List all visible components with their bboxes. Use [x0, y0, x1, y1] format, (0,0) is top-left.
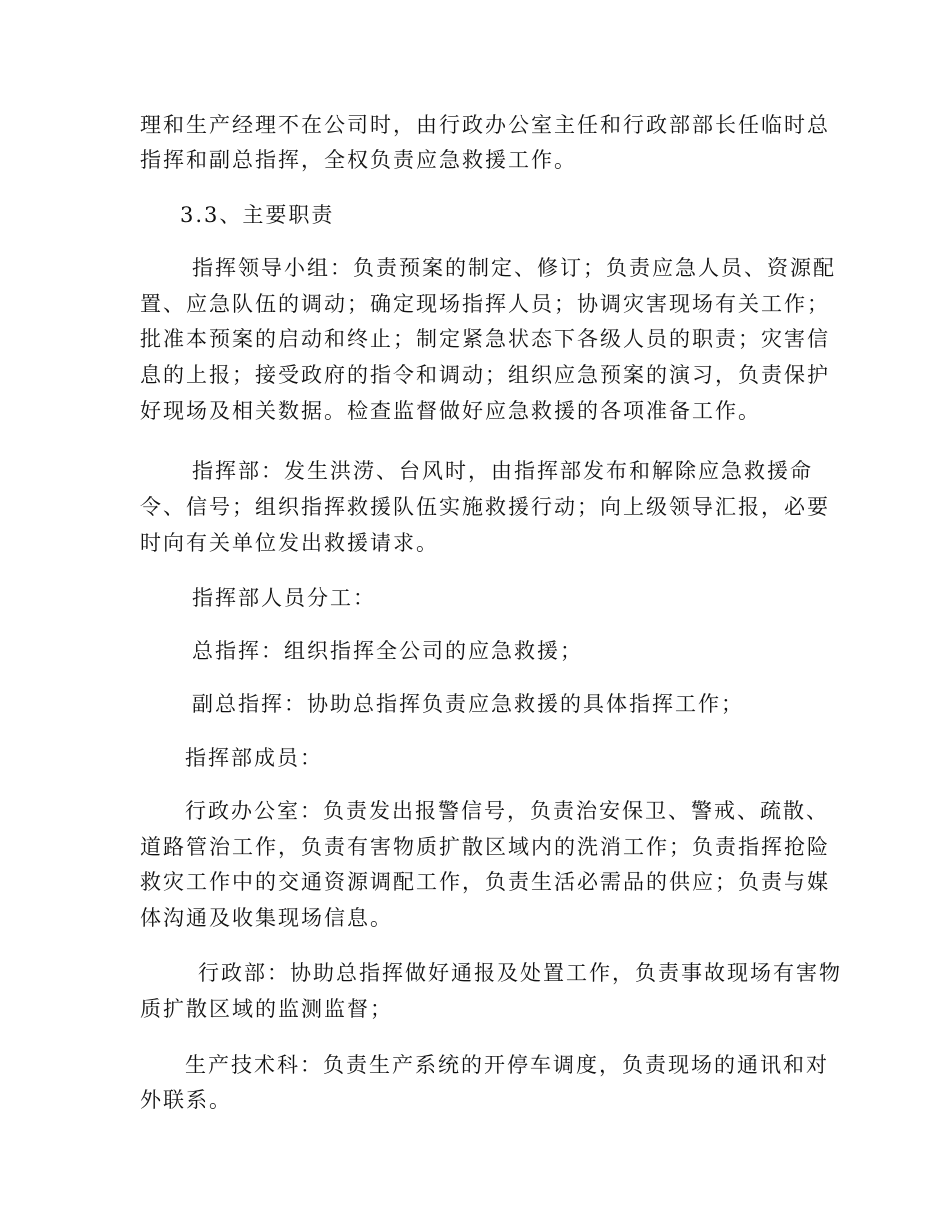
text-line-23: 外联系。 — [140, 1088, 232, 1112]
text-line-7: 息的上报；接受政府的指令和调动；组织应急预案的演习，负责保护 — [140, 363, 830, 387]
text-line-15: 指挥部成员： — [185, 746, 323, 770]
text-line-4: 指挥领导小组：负责预案的制定、修订；负责应急人员、资源配 — [192, 256, 836, 280]
text-line-21: 质扩散区域的监测监督； — [140, 997, 393, 1021]
text-line-20: 行政部：协助总指挥做好通报及处置工作，负责事故现场有害物 — [198, 961, 842, 985]
text-line-18: 救灾工作中的交通资源调配工作，负责生活必需品的供应；负责与媒 — [140, 870, 830, 894]
text-line-1: 理和生产经理不在公司时，由行政办公室主任和行政部部长任临时总 — [140, 113, 830, 137]
text-line-8: 好现场及相关数据。检查监督做好应急救援的各项准备工作。 — [140, 399, 761, 423]
text-line-13: 总指挥：组织指挥全公司的应急救援； — [192, 639, 583, 663]
text-line-12: 指挥部人员分工： — [192, 586, 376, 610]
text-line-14: 副总指挥：协助总指挥负责应急救援的具体指挥工作； — [192, 692, 744, 716]
text-line-9: 指挥部：发生洪涝、台风时，由指挥部发布和解除应急救援命 — [192, 459, 813, 483]
text-line-10: 令、信号；组织指挥救援队伍实施救援行动；向上级领导汇报，必要 — [140, 495, 830, 519]
text-line-2: 指挥和副总指挥，全权负责应急救援工作。 — [140, 148, 577, 172]
text-line-5: 置、应急队伍的调动；确定现场指挥人员；协调灾害现场有关工作； — [140, 292, 830, 316]
text-line-11: 时向有关单位发出救援请求。 — [140, 531, 439, 555]
text-line-16: 行政办公室：负责发出报警信号，负责治安保卫、警戒、疏散、 — [185, 799, 829, 823]
text-line-22: 生产技术科：负责生产系统的开停车调度，负责现场的通讯和对 — [185, 1053, 829, 1077]
text-line-6: 批准本预案的启动和终止；制定紧急状态下各级人员的职责；灾害信 — [140, 327, 830, 351]
text-line-19: 体沟通及收集现场信息。 — [140, 906, 393, 930]
text-line-17: 道路管治工作，负责有害物质扩散区域内的洗消工作；负责指挥抢险 — [140, 835, 830, 859]
section-heading-3-3: 3.3、主要职责 — [180, 203, 335, 227]
